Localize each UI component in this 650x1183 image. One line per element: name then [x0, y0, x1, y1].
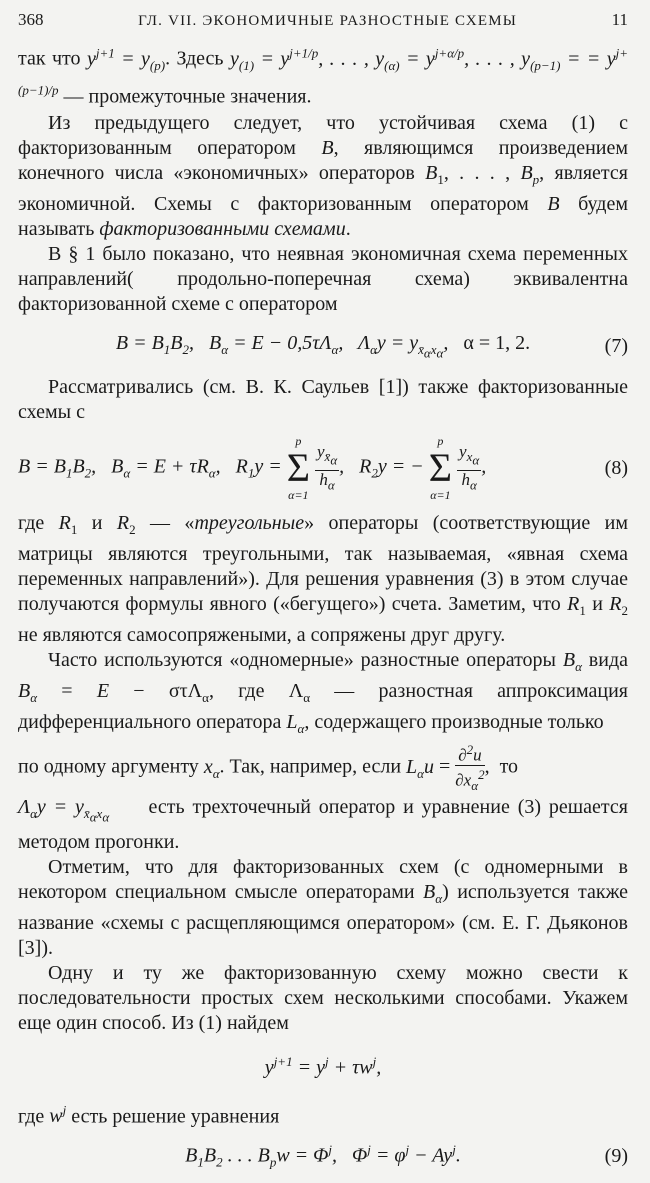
sum-symbol-1: p Σ α=1 — [286, 434, 310, 503]
equation-7: $B = B_1B_2$, $B_\alpha = E - 0,5\tau\Lambda_\alpha$, $\Lambda_\alpha y = y_{x̄_\alpha x_\alpha}$, α = 1, 2. (7) — [115, 331, 628, 361]
paragraph-8: Одну и ту же факторизованную схему можно свести к последовательности простых схем несколькими способами. Укажем еще один способ. Из (1) найдем — [18, 961, 628, 1034]
running-title: ГЛ. VII. ЭКОНОМИЧНЫЕ РАЗНОСТНЫЕ СХЕМЫ — [138, 13, 518, 29]
equation-9: $B_1B_2$ . . . $B_pw = \Phi^j$, $\Phi^j = \varphi^j - Ay^j$. (9) — [185, 1141, 628, 1170]
equation-unnumbered: $y^{j+1} = y^j + \tau w^j$, — [264, 1053, 382, 1079]
paragraph-4: Рассматривались (см. В. К. Саульев [1]) также факторизованные схемы с — [18, 376, 628, 424]
equation-8: $B = B_1B_2$, $B_\alpha = E + \tau R_\alpha$, $R_1y$ = p Σ α=1 $\frac{y_{x̄_\alpha}}{h_\alpha}$ , $R_2y$ = − p Σ α=1 $\frac{y_{x_\alpha}}{h_\alpha}$ , (8) — [18, 434, 628, 503]
equation-number-9: (9) — [604, 1144, 628, 1167]
paragraph-5: где $R_1$ и $R_2$ — «треугольные» операторы (соответствующие им матрицы являются треугольными, так называемая, «явная схема переменных направлений»). Для решения уравнения (3) в этом случае получаются формулы явного («бегущего») счета. Заметим, что $R_1$ и $R_2$ не являются самосопряжеными, а сопряжены друг другу. — [18, 512, 629, 647]
equation-number-7: (7) — [604, 334, 628, 357]
paragraph-3: В § 1 было показано, что неявная экономичная схема переменных направлений( продольно-поперечная схема) эквивалентна факторизованной схеме с оператором — [18, 243, 628, 316]
paragraph-6: Часто используются «одномерные» разностные операторы $B_\alpha$ вида $B_\alpha = E - \sigma\tau\Lambda_\alpha$, где $\Lambda_\alpha$ — разностная аппроксимация дифференциального оператора $L_\alpha$, содержащего производные только — [18, 649, 628, 737]
paragraph-6-cont: по одному аргументу $x_\alpha$. Так, например, если $L_\alpha u$ = $\frac{\partial^2u}{\partial x_\alpha^2}$ , то — [18, 742, 519, 794]
paragraph-1: так что $y^{j+1} = y_{(p)}$. Здесь $y_{(1)} = y^{j+1/p}$, . . . , $y_{(\alpha)} = y^{j+\alpha/p}$, . . . , $y_{(p-1)}$ = = $y^{j+(p-1)/p}$ — промежуточные значения. — [18, 45, 628, 108]
running-header — [18, 10, 628, 40]
equation-number-8: (8) — [604, 456, 628, 479]
page-number: 368 — [18, 10, 44, 29]
paragraph-7: Отметим, что для факторизованных схем (с одномерными в некотором специальном смысле операторами $B_\alpha$) используется также название «схемы с расщепляющимся оператором» (см. Е. Г. Дьяконов [3]). — [18, 855, 628, 959]
paragraph-9: где $w^j$ есть решение уравнения — [18, 1102, 280, 1128]
paragraph-2: Из предыдущего следует, что устойчивая схема (1) с факторизованным оператором B, являющимся произведением конечного числа «экономичных» операторов $B_1$, . . . , $B_p$, является экономичной. Схемы с факторизованным оператором B будем называть факторизованными схемами. — [18, 112, 629, 241]
paragraph-6-end: $\Lambda_\alpha y = y_{x̄_\alpha x_\alpha}$ есть трехточечный оператор и уравнение (3) решается методом прогонки. — [18, 796, 628, 853]
section-number: 11 — [611, 10, 628, 29]
sum-symbol-2: p Σ α=1 — [428, 434, 453, 503]
